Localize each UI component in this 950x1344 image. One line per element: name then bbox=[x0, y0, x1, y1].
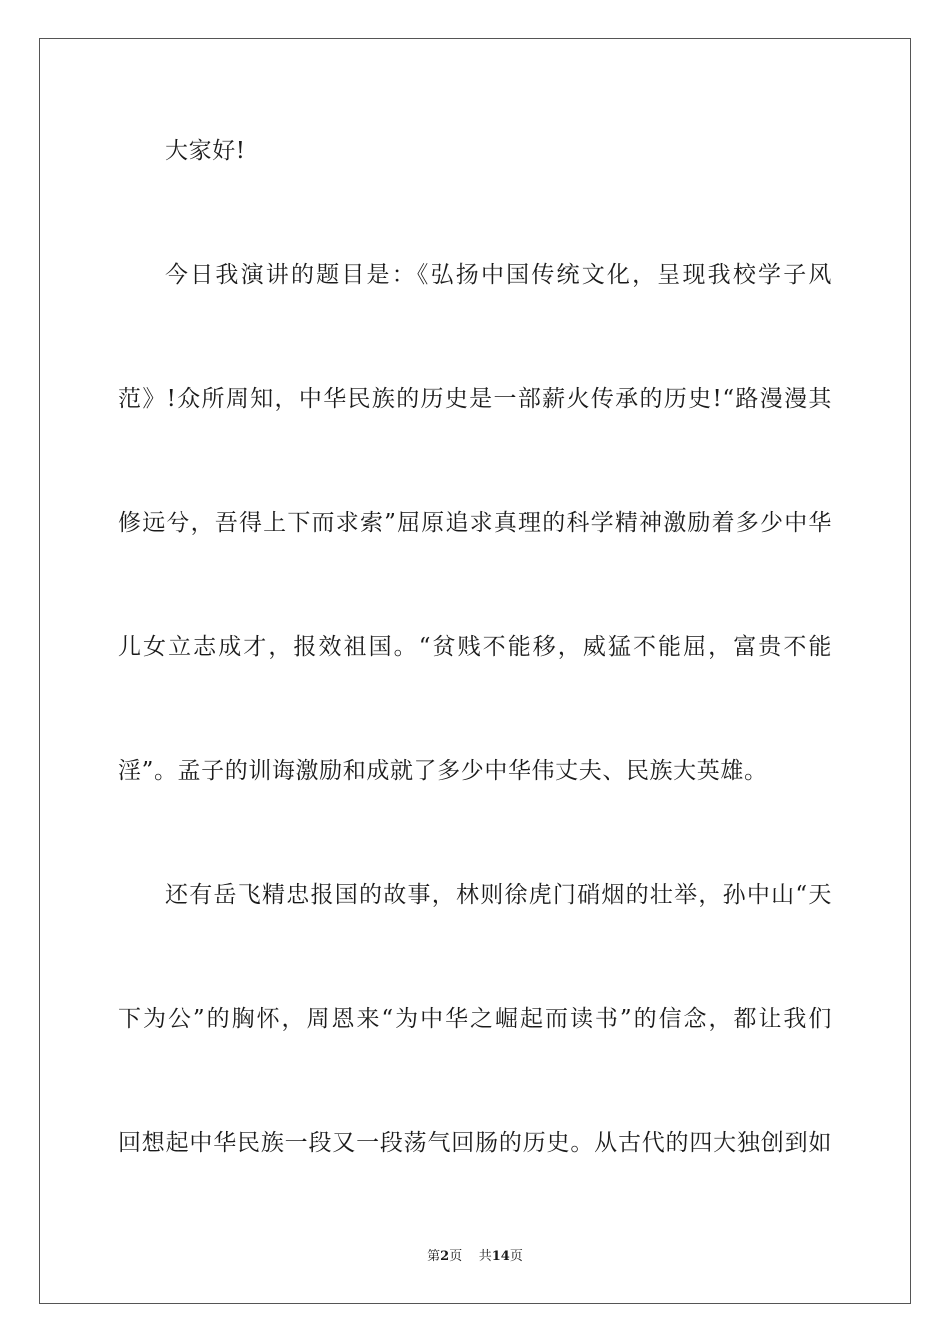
page-border bbox=[39, 38, 911, 1304]
footer-total-pages: 14 bbox=[491, 1249, 510, 1264]
footer-page-prefix: 第 bbox=[427, 1249, 441, 1264]
greeting-line: 大家好! bbox=[165, 138, 246, 164]
footer-total-suffix: 页 bbox=[509, 1249, 523, 1264]
footer-page-suffix: 页 bbox=[449, 1249, 463, 1264]
paragraph-2-line-1: 还有岳飞精忠报国的故事，林则徐虎门硝烟的壮举，孙中山“天 bbox=[165, 882, 832, 908]
page-footer bbox=[0, 1248, 950, 1266]
paragraph-1-line-5: 淫”。孟子的训诲激励和成就了多少中华伟丈夫、民族大英雄。 bbox=[118, 758, 768, 784]
paragraph-1-line-2: 范》!众所周知，中华民族的历史是一部薪火传承的历史!“路漫漫其 bbox=[118, 386, 832, 412]
paragraph-2-line-2: 下为公”的胸怀，周恩来“为中华之崛起而读书”的信念，都让我们 bbox=[118, 1006, 832, 1032]
footer-total-prefix: 共 bbox=[478, 1249, 492, 1264]
paragraph-1-line-1: 今日我演讲的题目是：《弘扬中国传统文化，呈现我校学子风 bbox=[165, 262, 832, 288]
paragraph-1-line-4: 儿女立志成才，报效祖国。“贫贱不能移，威猛不能屈，富贵不能 bbox=[118, 634, 832, 660]
footer-page-number: 2 bbox=[440, 1249, 450, 1264]
paragraph-2-line-3: 回想起中华民族一段又一段荡气回肠的历史。从古代的四大独创到如 bbox=[118, 1130, 832, 1156]
paragraph-1-line-3: 修远兮，吾得上下而求索”屈原追求真理的科学精神激励着多少中华 bbox=[118, 510, 832, 536]
